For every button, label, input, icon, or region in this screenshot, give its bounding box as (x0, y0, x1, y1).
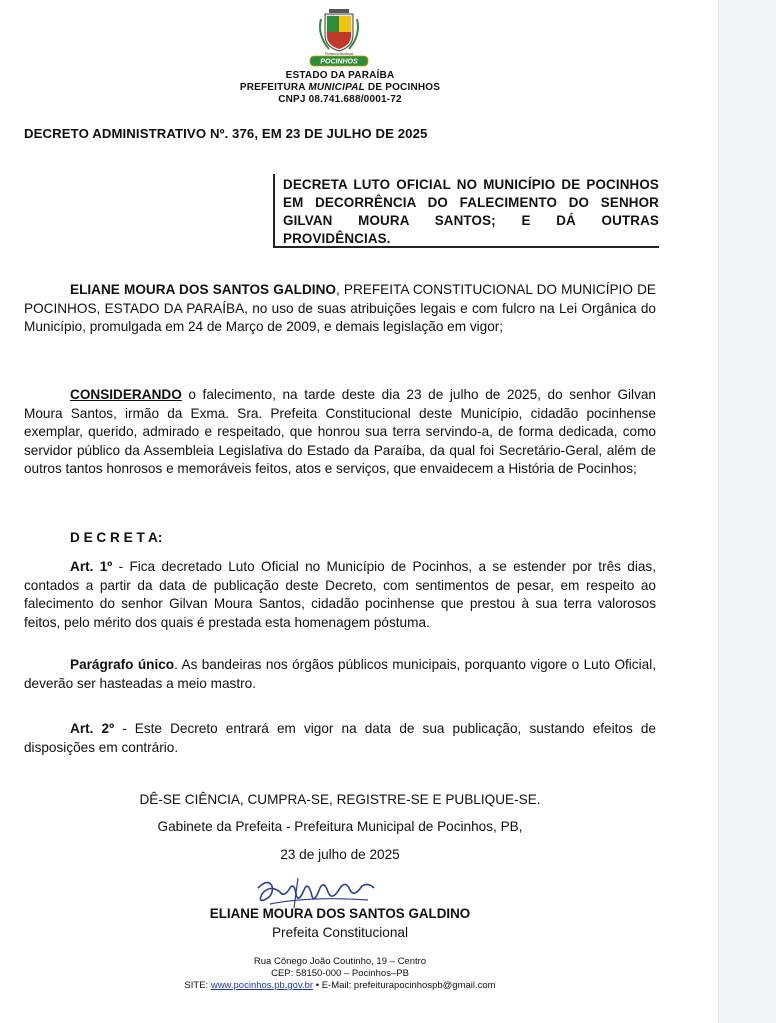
preamble-paragraph: ELIANE MOURA DOS SANTOS GALDINO, PREFEITA CONSTITUCIONAL DO MUNICÍPIO DE POCINHOS, ESTADO DA PARAÍBA, no uso de suas atribuições legais e com fulcro na Lei Orgânica do Município, promulgada em 24 de Março de 2009, e demais legislação em vigor; (24, 282, 656, 335)
footer-cep: CEP: 58150-000 – Pocinhos–PB (271, 968, 409, 979)
article-1-label: Art. 1º (70, 559, 113, 574)
decree-title: DECRETO ADMINISTRATIVO Nº. 376, EM 23 DE JULHO DE 2025 (24, 126, 428, 141)
municipal-coat-of-arms (303, 5, 375, 67)
header-prefeitura: PREFEITURA MUNICIPAL DE POCINHOS (239, 82, 441, 93)
footer-email: • E-Mail: prefeiturapocinhospb@gmail.com (313, 980, 496, 991)
considerando-paragraph: CONSIDERANDO o falecimento, na tarde deste dia 23 de julho de 2025, do senhor Gilvan Moura Santos, irmão da Exma. Sra. Prefeita Constitucional deste Município, cidadão pocinhense exemplar, querido, admirado e respeitado, que honrou sua terra servindo-a, de forma dedicada, como servidor público da Assembleia Legislativa do Estado da Paraíba, da qual foi Secretário-Geral, além de outros tantos honrosos e memoráveis feitos, atos e serviços, que envaidecem a História de Pocinhos; (24, 387, 656, 477)
closing-formula: DÊ-SE CIÊNCIA, CUMPRA-SE, REGISTRE-SE E PUBLIQUE-SE. (139, 792, 541, 807)
article-1: Art. 1º - Fica decretado Luto Oficial no Município de Pocinhos, a se estender por três dias, contados a partir da data de publicação deste Decreto, com sentimentos de pesar, em respeito ao falecimento do senhor Gilvan Moura Santos, cidadão pocinhense que prestou à sua terra valorosos feitos, pelo mérito dos quais é prestada esta homenagem póstuma. (24, 559, 656, 630)
footer-address: Rua Cônego João Coutinho, 19 – Centro (253, 956, 427, 967)
header-cnpj: CNPJ 08.741.688/0001-72 (278, 94, 402, 105)
closing-date: 23 de julho de 2025 (280, 847, 400, 862)
paragrafo-unico: Parágrafo único. As bandeiras nos órgãos públicos municipais, porquanto vigore o Luto Oficial, deverão ser hasteadas a meio mastro. (24, 657, 656, 691)
closing-location: Gabinete da Prefeita - Prefeitura Municipal de Pocinhos, PB, (157, 819, 523, 834)
considerando-label: CONSIDERANDO (70, 387, 182, 402)
decreta-label: D E C R E T A: (70, 530, 163, 545)
site-link[interactable]: www.pocinhos.pb.gov.br (210, 980, 314, 991)
signer-role: Prefeita Constitucional (271, 925, 408, 940)
signer-name: ELIANE MOURA DOS SANTOS GALDINO (209, 906, 471, 921)
svg-text:Prefeitura Municipal: Prefeitura Municipal (324, 52, 354, 56)
paragrafo-unico-label: Parágrafo único (70, 657, 175, 672)
footer-contact: SITE: www.pocinhos.pb.gov.br • E-Mail: prefeiturapocinhospb@gmail.com (184, 980, 496, 991)
decree-ementa: DECRETA LUTO OFICIAL NO MUNICÍPIO DE POCINHOS EM DECORRÊNCIA DO FALECIMENTO DO SENHOR GILVAN MOURA SANTOS; E DÁ OUTRAS PROVIDÊNCIAS. (273, 174, 659, 248)
preamble-name: ELIANE MOURA DOS SANTOS GALDINO (70, 282, 336, 297)
article-2-label: Art. 2º (70, 721, 115, 736)
article-2: Art. 2º - Este Decreto entrará em vigor na data de sua publicação, sustando efeitos de disposições em contrário. (24, 721, 656, 755)
viewer-side-panel (718, 0, 776, 1023)
logo-wordmark: POCINHOS (320, 58, 358, 66)
header-state: ESTADO DA PARAÍBA (285, 70, 395, 81)
